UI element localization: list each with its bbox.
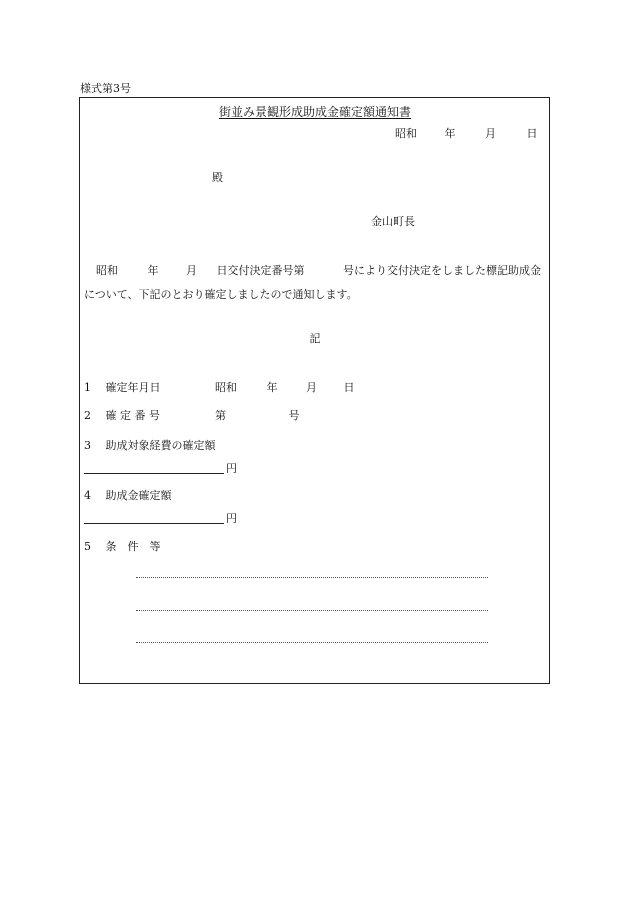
item-label: 確定年月日 [105,381,161,394]
item-label: 確 定 番 号 [105,409,160,422]
header-date [395,128,538,139]
grant-amount-unit: 円 [226,512,237,525]
eligible-cost-unit: 円 [226,462,237,475]
form-number-label: 様式第3号 [80,82,131,95]
addressee-suffix: 殿 [212,171,223,184]
header-date-era: 昭和 [395,127,417,140]
item1-month: 月 [306,381,317,394]
item2-go: 号 [288,409,300,422]
issuer-name: 金山町長 [371,215,415,228]
item1-era: 昭和 [215,381,237,394]
body-line-2: について、下記のとおり確定しましたので通知します。 [84,288,358,301]
body-decision-number-prefix: 日交付決定番号第 [216,264,305,277]
header-date-month: 月 [485,127,496,140]
item-conditions [84,541,161,552]
eligible-cost-amount-line [84,463,224,474]
header-date-day: 日 [526,127,538,140]
item-label: 助成対象経費の確定額 [105,439,216,452]
item-label: 助成金確定額 [105,489,172,502]
item-number: 4 [84,489,91,502]
item-label: 条 件 等 [105,540,161,553]
item-number: 3 [84,439,91,452]
item-number: 5 [84,540,91,553]
header-date-year: 年 [444,127,456,140]
item-grant-amount [84,490,172,501]
item1-year: 年 [266,381,278,394]
item-number: 2 [84,409,91,422]
item1-day: 日 [343,381,355,394]
item-confirmation-number [84,410,300,421]
ki-heading: 記 [309,332,321,345]
body-year: 年 [147,264,159,277]
item-eligible-cost [84,440,216,451]
conditions-line-3 [136,642,488,643]
document-title: 街並み景観形成助成金確定額通知書 [218,105,411,119]
body-line-1 [96,265,541,276]
conditions-line-2 [136,610,488,611]
item-confirmation-date [84,382,355,393]
item2-dai: 第 [215,409,226,422]
item-number: 1 [84,381,91,394]
grant-amount-line [84,513,224,524]
conditions-line-1 [136,577,488,578]
body-month: 月 [186,264,197,277]
body-era: 昭和 [96,264,118,277]
body-decision-tail: 号により交付決定をしました標記助成金 [343,264,541,277]
